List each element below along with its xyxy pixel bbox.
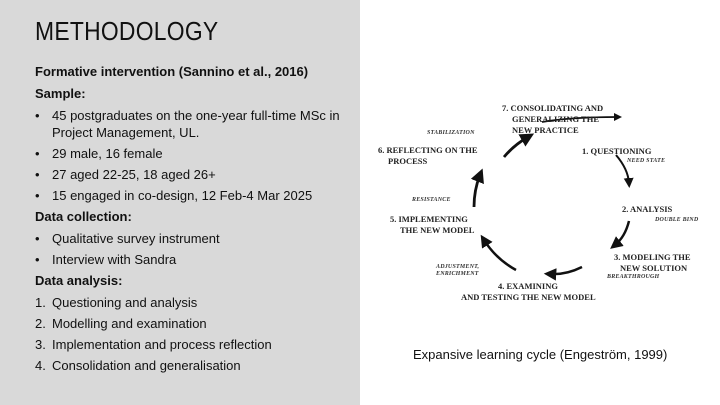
step-7-line-3: NEW PRACTICE <box>512 125 579 135</box>
number-label: 1. <box>35 295 46 310</box>
arrow-5-to-6 <box>474 175 480 207</box>
step-6-note: STABILIZATION <box>427 130 475 136</box>
number-label: 4. <box>35 358 46 373</box>
sample-list <box>35 107 350 204</box>
arrow-4-to-5 <box>484 240 516 270</box>
step-5-note: RESISTANCE <box>412 197 451 203</box>
list-item: 3. Implementation and process reflection <box>35 337 272 352</box>
step-3-line-2: NEW SOLUTION <box>620 263 688 273</box>
bullet-icon: • <box>35 252 40 267</box>
step-7-line-2: GENERALIZING THE <box>512 114 599 124</box>
step-6-line-1: 6. REFLECTING ON THE <box>378 145 478 155</box>
analysis-heading: Data analysis: <box>35 273 123 288</box>
step-7-line-1: 7. CONSOLIDATING AND <box>502 103 604 113</box>
list-item: • 45 postgraduates on the one-year full-time MSc in Project Management, UL. <box>35 108 340 140</box>
number-label: 3. <box>35 337 46 352</box>
step-5-line-1: 5. IMPLEMENTING <box>390 214 468 224</box>
bullet-icon: • <box>35 231 40 246</box>
step-6-line-2: PROCESS <box>388 156 428 166</box>
figure-caption: Expansive learning cycle (Engeström, 1999) <box>413 347 668 362</box>
step-1-label: 1. QUESTIONING <box>582 146 652 156</box>
step-2-label: 2. ANALYSIS <box>622 204 673 214</box>
list-item: 1. Questioning and analysis <box>35 295 198 310</box>
list-item: • 27 aged 22-25, 18 aged 26+ <box>35 167 216 182</box>
analysis-list <box>35 294 350 374</box>
step-4-note-line-1: ADJUSTMENT, <box>436 264 480 270</box>
slide-title: METHODOLOGY <box>35 16 219 46</box>
arrow-2-to-3 <box>615 221 629 245</box>
bullet-icon: • <box>35 146 40 161</box>
step-4-line-1: 4. EXAMINING <box>498 281 558 291</box>
content-body <box>35 63 350 378</box>
list-item: 2. Modelling and examination <box>35 316 207 331</box>
bullet-icon: • <box>35 108 40 123</box>
list-item: 4. Consolidation and generalisation <box>35 358 241 373</box>
step-3-note: BREAKTHROUGH <box>607 274 660 280</box>
bullet-icon: • <box>35 167 40 182</box>
step-4-line-2: AND TESTING THE NEW MODEL <box>461 292 596 302</box>
list-item: • 15 engaged in co-design, 12 Feb-4 Mar 2025 <box>35 188 313 203</box>
sample-heading: Sample: <box>35 86 86 101</box>
bullet-icon: • <box>35 188 40 203</box>
list-item: • Interview with Sandra <box>35 252 177 267</box>
arrow-3-to-4 <box>550 267 582 274</box>
step-4-note-line-2: ENRICHMENT <box>436 271 479 277</box>
list-item: • Qualitative survey instrument <box>35 231 220 246</box>
step-3-line-1: 3. MODELING THE <box>614 252 691 262</box>
subtitle: Formative intervention (Sannino et al., 2016) <box>35 64 309 79</box>
expansive-learning-cycle-diagram <box>370 95 700 310</box>
collection-heading: Data collection: <box>35 209 132 224</box>
number-label: 2. <box>35 316 46 331</box>
step-2-note: DOUBLE BIND <box>655 217 699 223</box>
step-1-note: NEED STATE <box>627 158 666 164</box>
collection-list <box>35 230 350 268</box>
list-item: • 29 male, 16 female <box>35 146 163 161</box>
arrow-6-to-7 <box>504 137 528 157</box>
step-5-line-2: THE NEW MODEL <box>400 225 475 235</box>
